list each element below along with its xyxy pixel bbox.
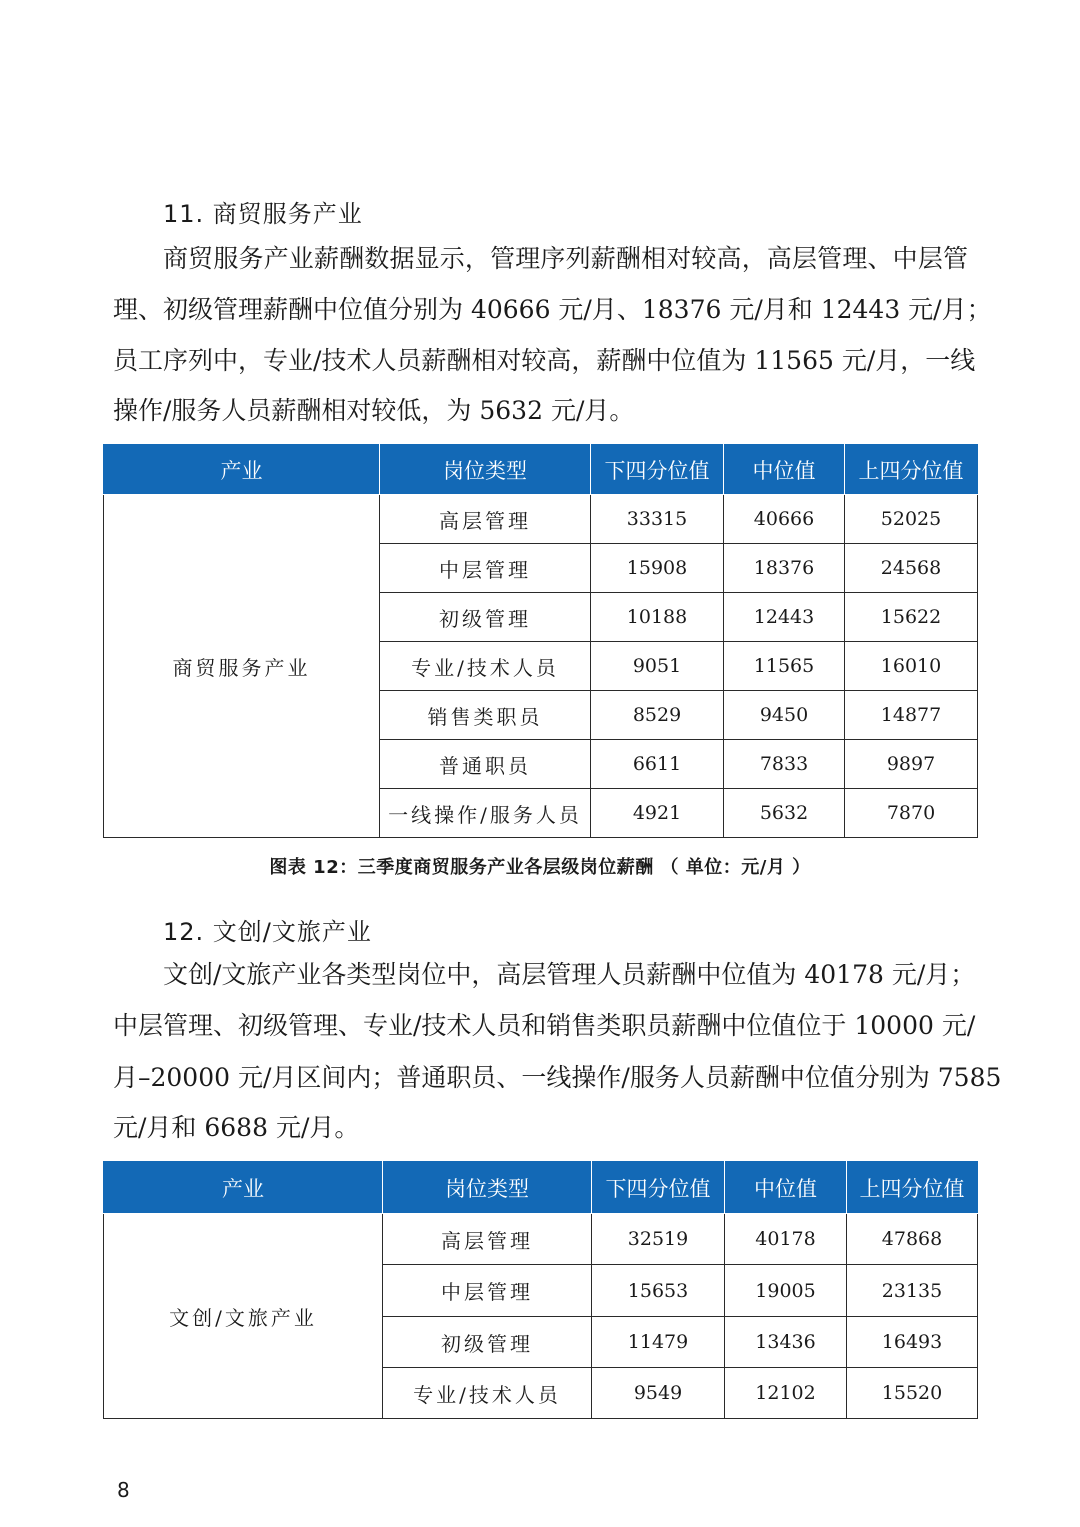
lower-quartile-cell: 32519 — [592, 1214, 725, 1265]
lower-quartile-cell: 10188 — [591, 593, 724, 642]
role-cell: 专业/技术人员 — [383, 1368, 592, 1419]
role-cell: 初级管理 — [383, 1317, 592, 1368]
header-upper-quartile: 上四分位值 — [845, 445, 978, 495]
upper-quartile-cell: 7870 — [845, 789, 978, 838]
lower-quartile-cell: 33315 — [591, 495, 724, 544]
section-12-heading: 12. 文创/文旅产业 — [163, 918, 372, 946]
role-cell: 专业/技术人员 — [380, 642, 591, 691]
table-row — [104, 495, 978, 544]
role-cell: 销售类职员 — [380, 691, 591, 740]
lower-quartile-cell: 15653 — [592, 1265, 725, 1317]
role-cell: 高层管理 — [383, 1214, 592, 1265]
upper-quartile-cell: 14877 — [845, 691, 978, 740]
upper-quartile-cell: 16493 — [847, 1317, 978, 1368]
header-upper-quartile: 上四分位值 — [847, 1162, 978, 1214]
role-cell: 高层管理 — [380, 495, 591, 544]
section-11-para-line-3: 员工序列中，专业/技术人员薪酬相对较高，薪酬中位值为 11565 元/月，一线 — [113, 346, 976, 375]
median-cell: 5632 — [724, 789, 845, 838]
industry-cell: 商贸服务产业 — [104, 495, 380, 838]
upper-quartile-cell: 52025 — [845, 495, 978, 544]
header-median: 中位值 — [724, 445, 845, 495]
upper-quartile-cell: 9897 — [845, 740, 978, 789]
header-industry: 产业 — [104, 445, 380, 495]
section-12-salary-table — [103, 1161, 978, 1419]
section-12-para-line-2: 中层管理、初级管理、专业/技术人员和销售类职员薪酬中位值位于 10000 元/ — [113, 1011, 976, 1040]
upper-quartile-cell: 24568 — [845, 544, 978, 593]
lower-quartile-cell: 8529 — [591, 691, 724, 740]
median-cell: 40666 — [724, 495, 845, 544]
role-cell: 普通职员 — [380, 740, 591, 789]
header-median: 中位值 — [725, 1162, 847, 1214]
lower-quartile-cell: 9051 — [591, 642, 724, 691]
upper-quartile-cell: 16010 — [845, 642, 978, 691]
upper-quartile-cell: 15622 — [845, 593, 978, 642]
industry-cell: 文创/文旅产业 — [104, 1214, 383, 1419]
section-12-para-line-3: 月–20000 元/月区间内；普通职员、一线操作/服务人员薪酬中位值分别为 7585 — [113, 1063, 1002, 1092]
role-cell: 中层管理 — [383, 1265, 592, 1317]
lower-quartile-cell: 15908 — [591, 544, 724, 593]
role-cell: 一线操作/服务人员 — [380, 789, 591, 838]
median-cell: 12102 — [725, 1368, 847, 1419]
median-cell: 11565 — [724, 642, 845, 691]
header-lower-quartile: 下四分位值 — [592, 1162, 725, 1214]
page-number: 8 — [117, 1478, 130, 1502]
median-cell: 9450 — [724, 691, 845, 740]
figure-caption: 图表 12：三季度商贸服务产业各层级岗位薪酬 （ 单位：元/月 ） — [269, 857, 811, 878]
table-header-row — [104, 445, 978, 495]
upper-quartile-cell: 23135 — [847, 1265, 978, 1317]
upper-quartile-cell: 47868 — [847, 1214, 978, 1265]
section-11-heading: 11. 商贸服务产业 — [163, 200, 363, 228]
lower-quartile-cell: 4921 — [591, 789, 724, 838]
median-cell: 13436 — [725, 1317, 847, 1368]
header-role-type: 岗位类型 — [380, 445, 591, 495]
median-cell: 7833 — [724, 740, 845, 789]
median-cell: 12443 — [724, 593, 845, 642]
role-cell: 初级管理 — [380, 593, 591, 642]
upper-quartile-cell: 15520 — [847, 1368, 978, 1419]
section-11-para-line-1: 商贸服务产业薪酬数据显示，管理序列薪酬相对较高，高层管理、中层管 — [163, 244, 968, 273]
role-cell: 中层管理 — [380, 544, 591, 593]
header-industry: 产业 — [104, 1162, 383, 1214]
header-role-type: 岗位类型 — [383, 1162, 592, 1214]
lower-quartile-cell: 6611 — [591, 740, 724, 789]
median-cell: 19005 — [725, 1265, 847, 1317]
lower-quartile-cell: 9549 — [592, 1368, 725, 1419]
header-lower-quartile: 下四分位值 — [591, 445, 724, 495]
median-cell: 18376 — [724, 544, 845, 593]
section-12-para-line-1: 文创/文旅产业各类型岗位中，高层管理人员薪酬中位值为 40178 元/月； — [163, 960, 976, 989]
table-header-row — [104, 1162, 978, 1214]
section-11-para-line-2: 理、初级管理薪酬中位值分别为 40666 元/月、18376 元/月和 12443 元/月； — [113, 295, 992, 324]
section-11-salary-table — [103, 444, 978, 838]
lower-quartile-cell: 11479 — [592, 1317, 725, 1368]
median-cell: 40178 — [725, 1214, 847, 1265]
section-11-para-line-4: 操作/服务人员薪酬相对较低，为 5632 元/月。 — [113, 396, 635, 425]
table-row — [104, 1214, 978, 1265]
section-12-para-line-4: 元/月和 6688 元/月。 — [113, 1113, 360, 1142]
